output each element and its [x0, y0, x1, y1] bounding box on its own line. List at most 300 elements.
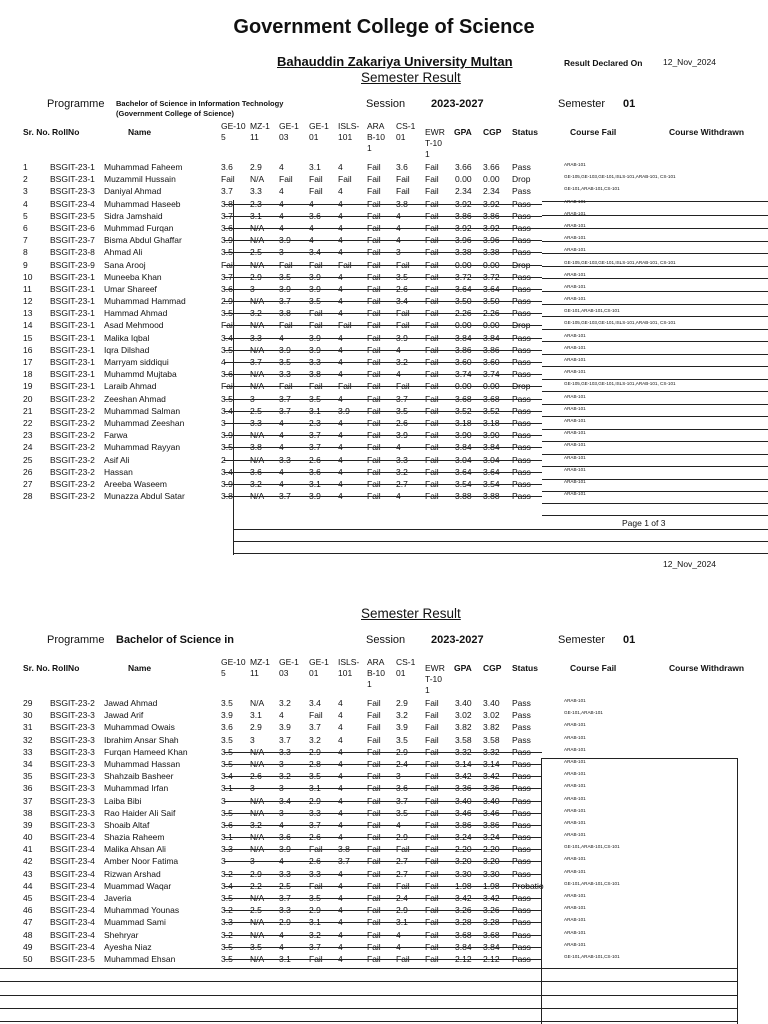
arab101-grade: Fail — [367, 381, 381, 392]
course-fail: ARAB-101 — [564, 807, 586, 813]
status: Pass — [512, 405, 531, 416]
isls101-grade: 4 — [338, 308, 343, 319]
cgp: 3.86 — [483, 210, 500, 221]
ge103-grade: 3.7 — [279, 405, 291, 416]
status: Pass — [512, 856, 531, 867]
status: Pass — [512, 296, 531, 307]
sr-no: 13 — [23, 308, 33, 319]
student-name: Laiba Bibi — [104, 795, 142, 806]
arab101-grade: Fail — [367, 283, 381, 294]
roll-no: BSGIT-23-4 — [50, 856, 95, 867]
row-strike-line — [224, 922, 542, 923]
sr-no: 14 — [23, 320, 33, 331]
cgp: 3.52 — [483, 405, 500, 416]
table-row — [0, 697, 768, 709]
course-fail: ARAB-101 — [564, 698, 586, 703]
ewrt101-grade: Fail — [425, 259, 439, 270]
mz111-grade: 3.8 — [250, 442, 262, 453]
table-row — [0, 929, 768, 941]
ge105-grade: 3.9 — [221, 710, 233, 721]
arab101-grade: Fail — [367, 308, 381, 319]
student-name: Muhammad Hammad — [104, 296, 186, 307]
ge105-grade: 3.9 — [221, 478, 233, 489]
ge105-grade: 3.5 — [221, 893, 233, 903]
ge103-grade: 3.7 — [279, 734, 291, 745]
mz111-grade: N/A — [250, 296, 265, 307]
isls101-grade: 4 — [338, 344, 343, 355]
row-strike-line — [224, 935, 542, 936]
ge103-grade: 3.9 — [279, 235, 291, 246]
mz111-grade: N/A — [250, 893, 265, 903]
roll-no: BSGIT-23-1 — [50, 381, 95, 392]
gpa: 3.60 — [455, 357, 472, 367]
row-strike-line — [224, 484, 542, 485]
student-name: Muhammad Rayyan — [104, 442, 181, 453]
ge105-grade: 3.6 — [221, 162, 233, 172]
row-strike-line — [224, 301, 542, 302]
course-fail: GE-105,GE-103,GE-101,ISLS-101,ARAB-101, CS-101 — [564, 174, 676, 180]
table-row — [0, 758, 768, 770]
col-arab101: ARA B-10 1 — [367, 657, 385, 689]
course-fail: ARAB-101 — [564, 893, 586, 898]
ge105-grade: 3.5 — [221, 344, 233, 355]
gpa: 3.58 — [455, 734, 472, 745]
ewrt101-grade: Fail — [425, 417, 439, 428]
table-row — [0, 259, 768, 271]
arab101-grade: Fail — [367, 235, 381, 246]
student-name: Muhammad Hassan — [104, 758, 181, 769]
university-name: Bahauddin Zakariya University Multan — [277, 54, 513, 69]
cs101-grade: Fail — [396, 259, 410, 270]
sr-no: 40 — [23, 832, 33, 843]
gpa: 3.28 — [455, 917, 472, 928]
ewrt101-grade: Fail — [425, 893, 439, 903]
ge103-grade: 3.7 — [279, 491, 291, 502]
cs101-grade: 3.7 — [396, 795, 408, 806]
isls101-grade: 4 — [338, 746, 343, 757]
mz111-grade: N/A — [250, 259, 265, 270]
course-fail: GE-101,ARAB-101 — [564, 710, 603, 716]
sr-no: 25 — [23, 454, 33, 465]
gpa: 2.34 — [455, 186, 472, 197]
cs101-grade: 4 — [396, 369, 401, 380]
mz111-grade: N/A — [250, 381, 265, 392]
cs101-grade: 4 — [396, 819, 401, 830]
ge101-grade: Fail — [309, 259, 323, 270]
mz111-grade: 3 — [250, 734, 255, 745]
cs101-grade: 3.5 — [396, 271, 408, 282]
ge101-grade: 2.9 — [309, 905, 321, 916]
sr-no: 43 — [23, 868, 33, 879]
student-name: Shoaib Altaf — [104, 819, 150, 830]
student-name: Rizwan Arshad — [104, 868, 161, 879]
cs101-grade: 4 — [396, 222, 401, 233]
cs101-grade: 3 — [396, 247, 401, 258]
ge105-grade: 3.9 — [221, 235, 233, 246]
arab101-grade: Fail — [367, 734, 381, 745]
cgp: 3.68 — [483, 393, 500, 404]
arab101-grade: Fail — [367, 369, 381, 380]
arab101-grade: Fail — [367, 198, 381, 209]
mz111-grade: N/A — [250, 320, 265, 331]
roll-no: BSGIT-23-5 — [50, 210, 95, 221]
status: Pass — [512, 771, 531, 782]
table-row — [0, 417, 768, 429]
student-name: Zeeshan Ahmad — [104, 393, 166, 404]
sr-no: 31 — [23, 722, 33, 733]
row-strike-line — [224, 886, 542, 887]
sr-no: 35 — [23, 771, 33, 782]
ge101-grade: Fail — [309, 844, 323, 855]
arab101-grade: Fail — [367, 247, 381, 258]
status: Pass — [512, 819, 531, 830]
student-name: Shahzaib Basheer — [104, 771, 174, 782]
cgp: 3.02 — [483, 710, 500, 721]
row-strike-line — [224, 435, 542, 436]
arab101-grade: Fail — [367, 210, 381, 221]
result-declared-date: 12_Nov_2024 — [663, 57, 716, 67]
student-name: Muzammil Hussain — [104, 174, 176, 185]
row-strike-line — [224, 216, 542, 217]
course-fail: ARAB-101 — [564, 941, 586, 947]
table-row — [0, 819, 768, 831]
isls101-grade: 4 — [338, 357, 343, 367]
gpa: 3.24 — [455, 832, 472, 843]
row-strike-line — [224, 947, 542, 948]
roll-no: BSGIT-23-3 — [50, 807, 95, 818]
table-row — [0, 880, 768, 892]
course-fail: ARAB-101 — [564, 344, 586, 350]
arab101-grade: Fail — [367, 758, 381, 769]
ge103-grade: 3.2 — [279, 771, 291, 782]
ewrt101-grade: Fail — [425, 369, 439, 380]
cgp: 3.40 — [483, 795, 500, 806]
mz111-grade: N/A — [250, 344, 265, 355]
gpa: 3.46 — [455, 807, 472, 818]
ge103-grade: 4 — [279, 186, 284, 197]
mz111-grade: 2.3 — [250, 198, 262, 209]
ge105-grade: Fail — [221, 381, 235, 392]
isls101-grade: 4 — [338, 247, 343, 258]
status: Pass — [512, 722, 531, 733]
sr-no: 49 — [23, 941, 33, 952]
ge103-grade: Fail — [279, 381, 293, 392]
arab101-grade: Fail — [367, 710, 381, 721]
arab101-grade: Fail — [367, 393, 381, 404]
status: Pass — [512, 454, 531, 465]
arab101-grade: Fail — [367, 320, 381, 331]
course-fail: ARAB-101 — [564, 393, 586, 399]
arab101-grade: Fail — [367, 941, 381, 952]
roll-no: BSGIT-23-3 — [50, 710, 95, 721]
cs101-grade: 3.2 — [396, 357, 408, 367]
cs101-grade: 2.6 — [396, 417, 408, 428]
ge101-grade: 3.7 — [309, 442, 321, 453]
ge105-grade: 3.1 — [221, 832, 233, 843]
ge101-grade: 3.3 — [309, 868, 321, 879]
cs101-grade: 4 — [396, 442, 401, 453]
status: Pass — [512, 332, 531, 343]
cs101-grade: 3 — [396, 771, 401, 782]
ge103-grade: 3 — [279, 783, 284, 794]
sr-no: 12 — [23, 296, 33, 307]
course-fail: ARAB-101 — [564, 442, 586, 448]
student-name: Bisma Abdul Ghaffar — [104, 235, 182, 246]
gpa: 3.36 — [455, 783, 472, 794]
course-fail: ARAB-101 — [564, 868, 586, 874]
ge105-grade: 3.7 — [221, 210, 233, 221]
roll-no: BSGIT-23-4 — [50, 941, 95, 952]
cgp: 3.82 — [483, 722, 500, 733]
mz111-grade: 2.5 — [250, 405, 262, 416]
cgp: 3.86 — [483, 819, 500, 830]
sr-no: 7 — [23, 235, 28, 246]
mz111-grade: N/A — [250, 844, 265, 855]
cgp: 3.66 — [483, 162, 500, 172]
col-name: Name — [128, 663, 152, 673]
roll-no: BSGIT-23-3 — [50, 771, 95, 782]
ge105-grade: 3.5 — [221, 393, 233, 404]
sr-no: 18 — [23, 369, 33, 380]
ge101-grade: 2.6 — [309, 832, 321, 843]
mz111-grade: 3.3 — [250, 332, 262, 343]
gpa: 3.84 — [455, 941, 472, 952]
col-ewrt101: EWR T-10 1 — [425, 663, 445, 695]
cgp: 3.14 — [483, 758, 500, 769]
ge103-grade: 3.7 — [279, 296, 291, 307]
course-fail: ARAB-101 — [564, 222, 586, 228]
course-fail: ARAB-101 — [564, 758, 586, 764]
session-value-p2: 2023-2027 — [431, 634, 484, 646]
row-strike-line — [224, 837, 542, 838]
col-ge101: GE-1 01 — [309, 121, 329, 142]
col-cgp: CGP — [483, 127, 502, 137]
sr-no: 22 — [23, 417, 33, 428]
isls101-grade: 4 — [338, 491, 343, 502]
mz111-grade: N/A — [250, 369, 265, 380]
col-rollno: RollNo — [52, 663, 80, 673]
ge103-grade: 3.9 — [279, 844, 291, 855]
ge103-grade: 3.3 — [279, 746, 291, 757]
table-row — [0, 734, 768, 746]
ewrt101-grade: Fail — [425, 357, 439, 367]
ge103-grade: 3.7 — [279, 893, 291, 903]
cgp: 3.38 — [483, 247, 500, 258]
row-strike-line — [224, 252, 542, 253]
ge103-grade: 4 — [279, 210, 284, 221]
mz111-grade: N/A — [250, 235, 265, 246]
row-strike-line — [224, 386, 542, 387]
cgp: 3.24 — [483, 832, 500, 843]
table-row — [0, 807, 768, 819]
arab101-grade: Fail — [367, 783, 381, 794]
mz111-grade: N/A — [250, 832, 265, 843]
roll-no: BSGIT-23-7 — [50, 235, 95, 246]
col-isls101: ISLS- 101 — [338, 657, 360, 678]
ge105-grade: 3.2 — [221, 905, 233, 916]
cgp: 0.00 — [483, 259, 500, 270]
cs101-grade: 3.2 — [396, 710, 408, 721]
cs101-grade: 4 — [396, 941, 401, 952]
ge105-grade: 3.5 — [221, 308, 233, 319]
table-row — [0, 307, 768, 319]
cgp: 3.68 — [483, 929, 500, 940]
roll-no: BSGIT-23-4 — [50, 929, 95, 940]
col-ge105: GE-10 5 — [221, 121, 246, 142]
table-row — [0, 429, 768, 441]
roll-no: BSGIT-23-2 — [50, 430, 95, 441]
course-fail: ARAB-101 — [564, 905, 586, 911]
ge105-grade: 3.5 — [221, 807, 233, 818]
arab101-grade: Fail — [367, 162, 381, 172]
sr-no: 8 — [23, 247, 28, 258]
session-label-p2: Session — [366, 634, 406, 646]
isls101-grade: 4 — [338, 795, 343, 806]
mz111-grade: N/A — [250, 174, 265, 185]
cgp: 3.18 — [483, 417, 500, 428]
ge103-grade: 4 — [279, 198, 284, 209]
ge101-grade: 3.5 — [309, 393, 321, 404]
roll-no: BSGIT-23-1 — [50, 271, 95, 282]
arab101-grade: Fail — [367, 430, 381, 441]
gpa: 0.00 — [455, 259, 472, 270]
status: Pass — [512, 442, 531, 453]
roll-no: BSGIT-23-4 — [50, 905, 95, 916]
mz111-grade: 3 — [250, 393, 255, 404]
cs101-grade: Fail — [396, 186, 410, 197]
isls101-grade: 4 — [338, 953, 343, 964]
ewrt101-grade: Fail — [425, 393, 439, 404]
ewrt101-grade: Fail — [425, 405, 439, 416]
student-name: Rao Haider Ali Saif — [104, 807, 176, 818]
status: Pass — [512, 344, 531, 355]
ge101-grade: 3.4 — [309, 698, 321, 708]
isls101-grade: 4 — [338, 880, 343, 891]
col-course-fail: Course Fail — [570, 127, 617, 137]
gpa: 3.66 — [455, 162, 472, 172]
table-row — [0, 831, 768, 843]
ge103-grade: 4 — [279, 478, 284, 489]
col-gpa: GPA — [454, 127, 472, 137]
mz111-grade: 3.1 — [250, 210, 262, 221]
roll-no: BSGIT-23-4 — [50, 893, 95, 903]
course-fail: ARAB-101 — [564, 746, 586, 752]
isls101-grade: 4 — [338, 466, 343, 477]
isls101-grade: 4 — [338, 771, 343, 782]
cgp: 0.00 — [483, 381, 500, 392]
mz111-grade: 3.1 — [250, 710, 262, 721]
roll-no: BSGIT-23-4 — [50, 832, 95, 843]
cs101-grade: 3.5 — [396, 734, 408, 745]
status: Pass — [512, 868, 531, 879]
cgp: 3.92 — [483, 222, 500, 233]
col-ge103: GE-1 03 — [279, 657, 299, 678]
status: Pass — [512, 746, 531, 757]
status: Pass — [512, 478, 531, 489]
cs101-grade: 2.9 — [396, 698, 408, 708]
roll-no: BSGIT-23-8 — [50, 247, 95, 258]
isls101-grade: 4 — [338, 442, 343, 453]
arab101-grade: Fail — [367, 698, 381, 708]
roll-no: BSGIT-23-2 — [50, 405, 95, 416]
sr-no: 1 — [23, 162, 28, 172]
ge105-grade: Fail — [221, 174, 235, 185]
course-fail: GE-101,ARAB-101,CS-101 — [564, 186, 620, 192]
arab101-grade: Fail — [367, 344, 381, 355]
gpa: 3.42 — [455, 771, 472, 782]
course-fail: GE-105,GE-103,GE-101,ISLS-101,ARAB-101, CS-101 — [564, 320, 676, 326]
mz111-grade: N/A — [250, 929, 265, 940]
isls101-grade: 4 — [338, 807, 343, 818]
gpa: 3.30 — [455, 868, 472, 879]
student-name: Malika Ahsan Ali — [104, 844, 166, 855]
gpa: 3.96 — [455, 235, 472, 246]
status: Pass — [512, 698, 531, 708]
cgp: 3.36 — [483, 783, 500, 794]
arab101-grade: Fail — [367, 722, 381, 733]
roll-no: BSGIT-23-2 — [50, 454, 95, 465]
cgp: 3.30 — [483, 868, 500, 879]
gpa: 3.82 — [455, 722, 472, 733]
sr-no: 3 — [23, 186, 28, 197]
course-fail: ARAB-101 — [564, 795, 586, 801]
course-fail: GE-105,GE-103,GE-101,ISLS-101,ARAB-101, CS-101 — [564, 381, 676, 387]
roll-no: BSGIT-23-5 — [50, 953, 95, 964]
ge103-grade: 4 — [279, 856, 284, 867]
isls101-grade: 4 — [338, 186, 343, 197]
sr-no: 34 — [23, 758, 33, 769]
ge105-grade: 3.8 — [221, 198, 233, 209]
col-mz111: MZ-1 11 — [250, 121, 270, 142]
course-fail: ARAB-101 — [564, 454, 586, 460]
student-name: Hassan — [104, 466, 133, 477]
row-strike-line — [224, 898, 542, 899]
sr-no: 48 — [23, 929, 33, 940]
status: Drop — [512, 259, 531, 270]
table-row — [0, 466, 768, 478]
table-row — [0, 904, 768, 916]
ge101-grade: 2.9 — [309, 795, 321, 806]
status: Pass — [512, 466, 531, 477]
course-fail: ARAB-101 — [564, 283, 586, 289]
roll-no: BSGIT-23-3 — [50, 746, 95, 757]
sr-no: 17 — [23, 357, 33, 367]
col-course-fail: Course Fail — [570, 663, 617, 673]
cs101-grade: 3.7 — [396, 393, 408, 404]
row-strike-line — [224, 362, 542, 363]
ewrt101-grade: Fail — [425, 320, 439, 331]
ge105-grade: Fail — [221, 320, 235, 331]
status: Pass — [512, 893, 531, 903]
col-cgp: CGP — [483, 663, 502, 673]
status: Pass — [512, 210, 531, 221]
status: Pass — [512, 905, 531, 916]
status: Pass — [512, 235, 531, 246]
ewrt101-grade: Fail — [425, 222, 439, 233]
col-course-withdrawn: Course Withdrawn — [669, 663, 745, 673]
ge103-grade: 2.9 — [279, 917, 291, 928]
isls101-grade: 3.9 — [338, 405, 350, 416]
programme-value-p2: Bachelor of Science in — [116, 634, 234, 646]
ge105-grade: 3.5 — [221, 247, 233, 258]
ewrt101-grade: Fail — [425, 344, 439, 355]
mz111-grade: N/A — [250, 758, 265, 769]
ge103-grade: 3.3 — [279, 868, 291, 879]
row-strike-line — [224, 825, 542, 826]
status: Pass — [512, 198, 531, 209]
table-row — [0, 868, 768, 880]
arab101-grade: Fail — [367, 893, 381, 903]
